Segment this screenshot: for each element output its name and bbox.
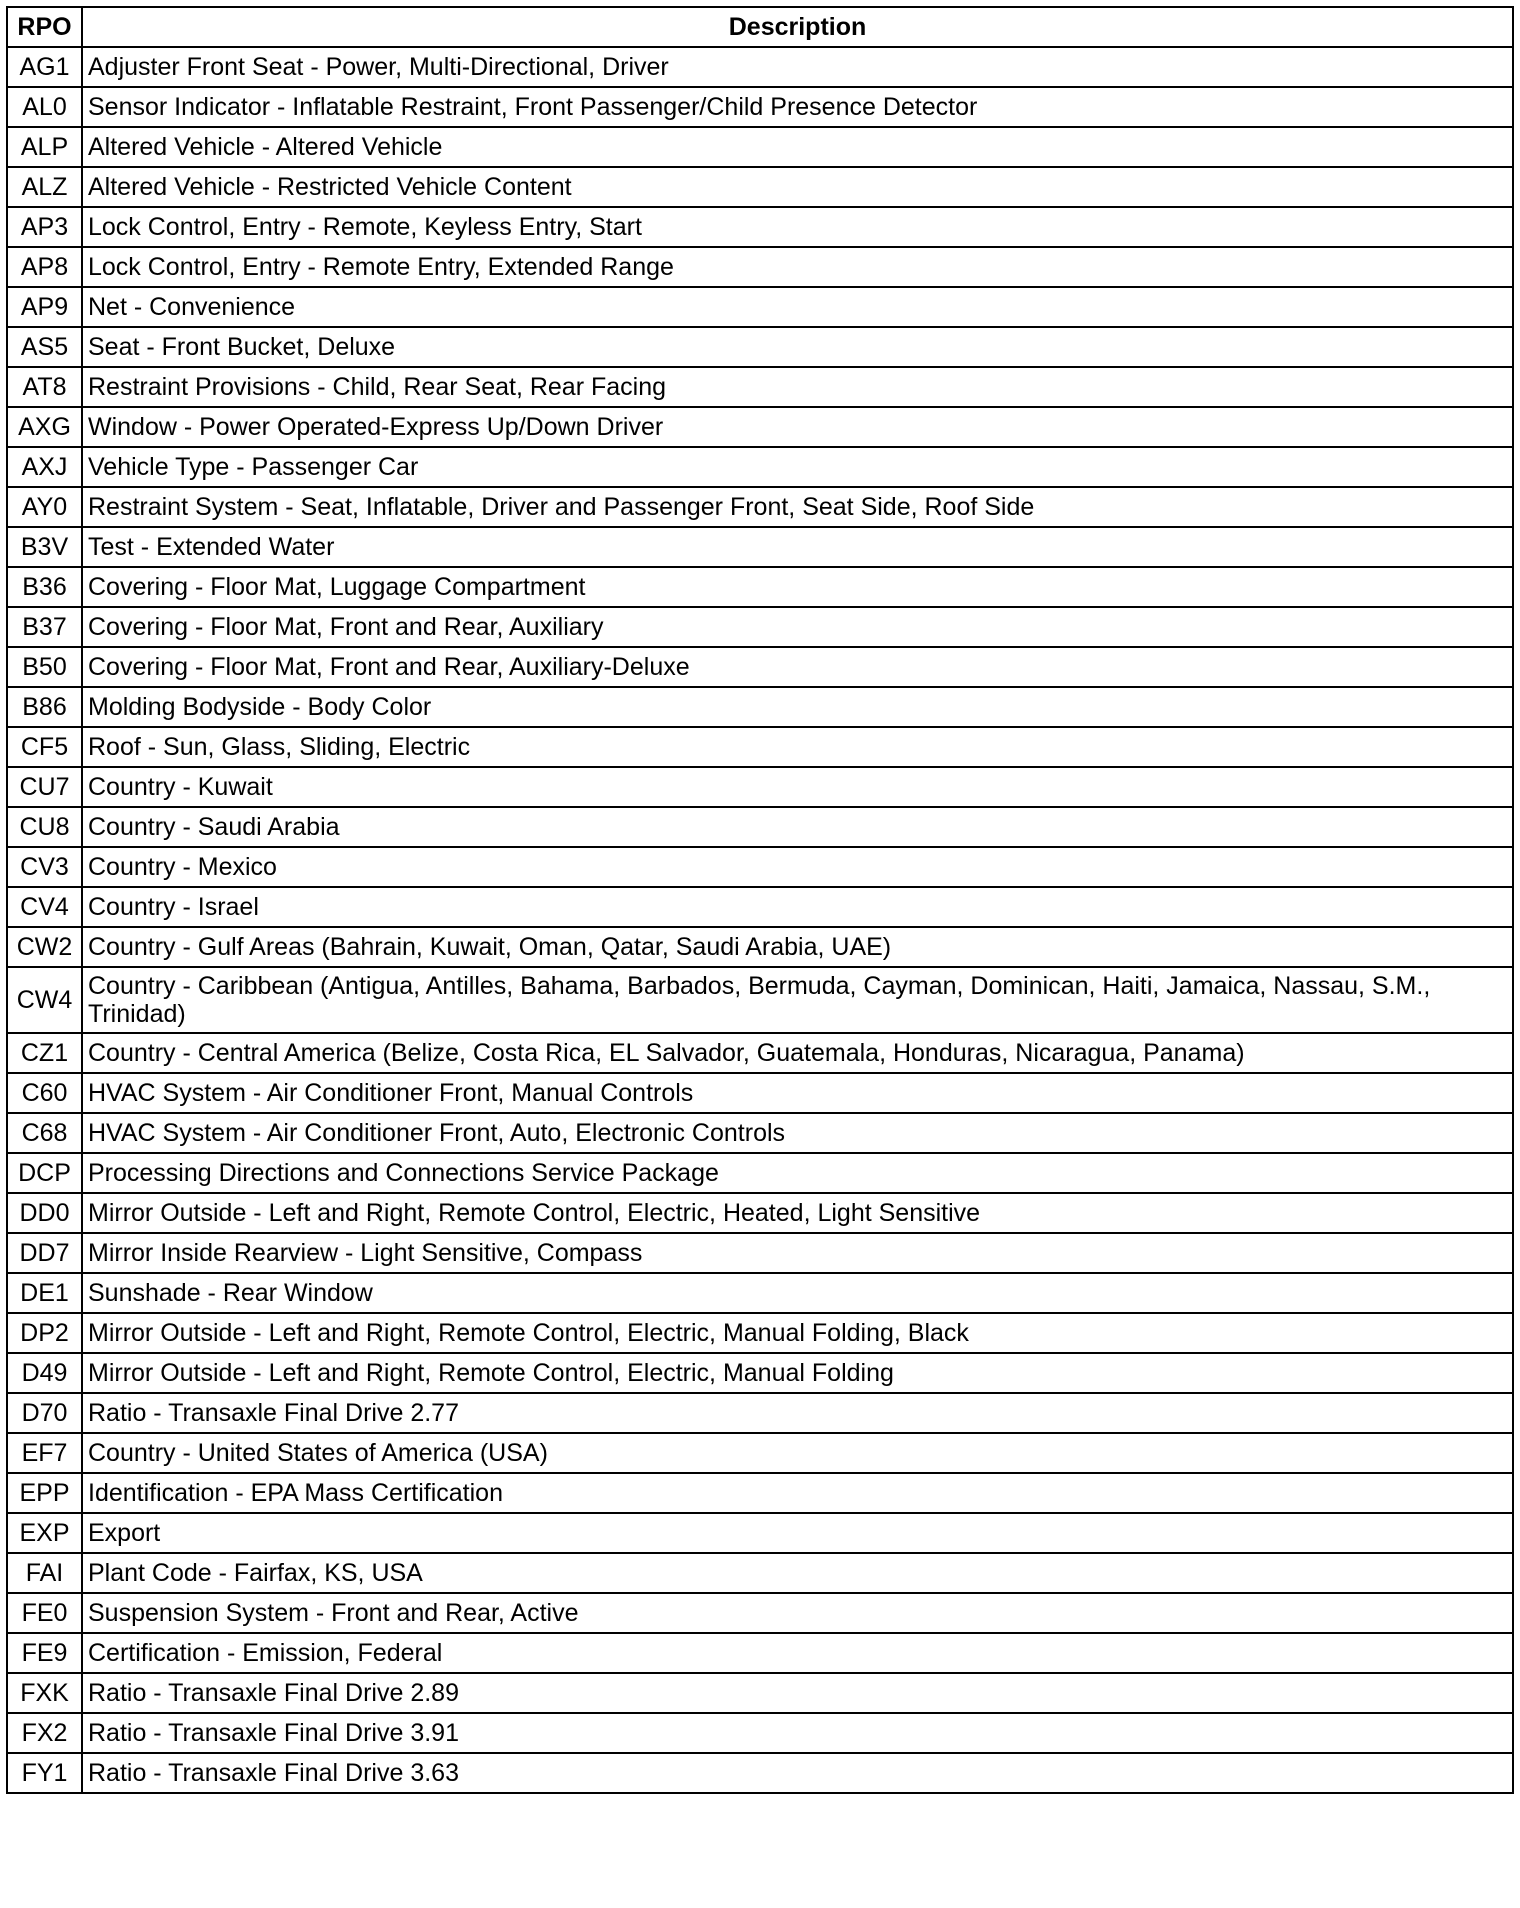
table-row [7,1353,1513,1393]
rpo-code-cell: C60 [7,1073,82,1113]
rpo-code-cell: D49 [7,1353,82,1393]
table-row [7,567,1513,607]
rpo-code-cell: AP3 [7,207,82,247]
description-cell: Roof - Sun, Glass, Sliding, Electric [82,727,1513,767]
table-row [7,607,1513,647]
rpo-code-cell: FAI [7,1553,82,1593]
description-cell: HVAC System - Air Conditioner Front, Auto, Electronic Controls [82,1113,1513,1153]
rpo-code-cell: CU8 [7,807,82,847]
description-cell: Covering - Floor Mat, Front and Rear, Auxiliary-Deluxe [82,647,1513,687]
rpo-code-cell: FE0 [7,1593,82,1633]
rpo-code-cell: B36 [7,567,82,607]
description-cell: Molding Bodyside - Body Color [82,687,1513,727]
table-row [7,87,1513,127]
rpo-code-cell: B86 [7,687,82,727]
description-cell: Certification - Emission, Federal [82,1633,1513,1673]
description-cell: Vehicle Type - Passenger Car [82,447,1513,487]
description-cell: Country - Israel [82,887,1513,927]
description-cell: Country - Caribbean (Antigua, Antilles, Bahama, Barbados, Bermuda, Cayman, Dominican, Haiti, Jamaica, Nassau, S.M., Trinidad) [82,967,1513,1033]
description-cell: Country - Central America (Belize, Costa Rica, EL Salvador, Guatemala, Honduras, Nicaragua, Panama) [82,1033,1513,1073]
description-cell: Sensor Indicator - Inflatable Restraint, Front Passenger/Child Presence Detector [82,87,1513,127]
description-cell: Covering - Floor Mat, Luggage Compartment [82,567,1513,607]
rpo-code-cell: C68 [7,1113,82,1153]
table-row [7,807,1513,847]
table-row [7,847,1513,887]
rpo-code-cell: EF7 [7,1433,82,1473]
description-cell: Country - Kuwait [82,767,1513,807]
description-cell: Mirror Outside - Left and Right, Remote Control, Electric, Manual Folding, Black [82,1313,1513,1353]
rpo-code-cell: DD0 [7,1193,82,1233]
description-cell: Test - Extended Water [82,527,1513,567]
table-row [7,1473,1513,1513]
table-row [7,1153,1513,1193]
rpo-code-cell: AP8 [7,247,82,287]
table-row [7,1313,1513,1353]
rpo-code-cell: B37 [7,607,82,647]
table-row [7,887,1513,927]
description-cell: HVAC System - Air Conditioner Front, Manual Controls [82,1073,1513,1113]
description-cell: Restraint Provisions - Child, Rear Seat, Rear Facing [82,367,1513,407]
table-row [7,1753,1513,1793]
description-cell: Sunshade - Rear Window [82,1273,1513,1313]
table-row [7,1673,1513,1713]
table-body [7,47,1513,1793]
table-row [7,1073,1513,1113]
description-cell: Adjuster Front Seat - Power, Multi-Directional, Driver [82,47,1513,87]
description-cell: Country - Gulf Areas (Bahrain, Kuwait, Oman, Qatar, Saudi Arabia, UAE) [82,927,1513,967]
table-row [7,247,1513,287]
description-cell: Country - Saudi Arabia [82,807,1513,847]
description-cell: Mirror Outside - Left and Right, Remote Control, Electric, Manual Folding [82,1353,1513,1393]
rpo-code-cell: CV3 [7,847,82,887]
rpo-code-cell: AXJ [7,447,82,487]
description-cell: Window - Power Operated-Express Up/Down Driver [82,407,1513,447]
description-cell: Altered Vehicle - Altered Vehicle [82,127,1513,167]
rpo-code-cell: FXK [7,1673,82,1713]
description-cell: Lock Control, Entry - Remote Entry, Extended Range [82,247,1513,287]
rpo-code-cell: EPP [7,1473,82,1513]
rpo-code-cell: DE1 [7,1273,82,1313]
description-column-header: Description [82,7,1513,47]
rpo-code-cell: AS5 [7,327,82,367]
rpo-code-cell: FY1 [7,1753,82,1793]
rpo-code-cell: AG1 [7,47,82,87]
rpo-column-header: RPO [7,7,82,47]
rpo-code-cell: EXP [7,1513,82,1553]
description-cell: Country - United States of America (USA) [82,1433,1513,1473]
rpo-code-cell: CF5 [7,727,82,767]
table-row [7,327,1513,367]
description-cell: Identification - EPA Mass Certification [82,1473,1513,1513]
description-cell: Ratio - Transaxle Final Drive 3.63 [82,1753,1513,1793]
rpo-code-cell: CU7 [7,767,82,807]
table-row [7,167,1513,207]
table-row [7,1713,1513,1753]
table-row [7,1273,1513,1313]
description-cell: Country - Mexico [82,847,1513,887]
table-row [7,1433,1513,1473]
table-row [7,1393,1513,1433]
description-cell: Processing Directions and Connections Service Package [82,1153,1513,1193]
rpo-code-cell: ALZ [7,167,82,207]
rpo-code-cell: AXG [7,407,82,447]
description-cell: Suspension System - Front and Rear, Active [82,1593,1513,1633]
rpo-code-cell: DP2 [7,1313,82,1353]
table-row [7,127,1513,167]
description-cell: Plant Code - Fairfax, KS, USA [82,1553,1513,1593]
rpo-code-cell: B50 [7,647,82,687]
table-row [7,1033,1513,1073]
table-row [7,727,1513,767]
description-cell: Restraint System - Seat, Inflatable, Driver and Passenger Front, Seat Side, Roof Side [82,487,1513,527]
rpo-code-cell: CV4 [7,887,82,927]
description-cell: Net - Convenience [82,287,1513,327]
description-cell: Lock Control, Entry - Remote, Keyless Entry, Start [82,207,1513,247]
description-cell: Covering - Floor Mat, Front and Rear, Auxiliary [82,607,1513,647]
table-row [7,1233,1513,1273]
rpo-code-cell: AY0 [7,487,82,527]
rpo-code-cell: FX2 [7,1713,82,1753]
rpo-code-cell: FE9 [7,1633,82,1673]
rpo-code-cell: DD7 [7,1233,82,1273]
rpo-code-cell: CZ1 [7,1033,82,1073]
table-row [7,967,1513,1033]
description-cell: Altered Vehicle - Restricted Vehicle Content [82,167,1513,207]
table-row [7,527,1513,567]
table-row [7,207,1513,247]
table-row [7,287,1513,327]
table-row [7,487,1513,527]
description-cell: Ratio - Transaxle Final Drive 2.89 [82,1673,1513,1713]
description-cell: Ratio - Transaxle Final Drive 3.91 [82,1713,1513,1753]
description-cell: Export [82,1513,1513,1553]
table-row [7,1593,1513,1633]
description-cell: Seat - Front Bucket, Deluxe [82,327,1513,367]
rpo-code-cell: D70 [7,1393,82,1433]
description-cell: Mirror Outside - Left and Right, Remote Control, Electric, Heated, Light Sensitive [82,1193,1513,1233]
rpo-table [6,6,1514,1794]
table-row [7,1193,1513,1233]
rpo-code-cell: AP9 [7,287,82,327]
rpo-code-cell: B3V [7,527,82,567]
table-row [7,927,1513,967]
table-row [7,407,1513,447]
table-row [7,767,1513,807]
table-row [7,1113,1513,1153]
rpo-code-cell: CW2 [7,927,82,967]
table-row [7,1553,1513,1593]
rpo-code-cell: AL0 [7,87,82,127]
table-row [7,1513,1513,1553]
table-row [7,447,1513,487]
table-row [7,47,1513,87]
rpo-code-cell: ALP [7,127,82,167]
table-row [7,1633,1513,1673]
rpo-code-cell: AT8 [7,367,82,407]
rpo-code-cell: CW4 [7,967,82,1033]
table-header-row [7,7,1513,47]
description-cell: Ratio - Transaxle Final Drive 2.77 [82,1393,1513,1433]
rpo-code-cell: DCP [7,1153,82,1193]
table-row [7,687,1513,727]
description-cell: Mirror Inside Rearview - Light Sensitive, Compass [82,1233,1513,1273]
table-row [7,367,1513,407]
table-row [7,647,1513,687]
